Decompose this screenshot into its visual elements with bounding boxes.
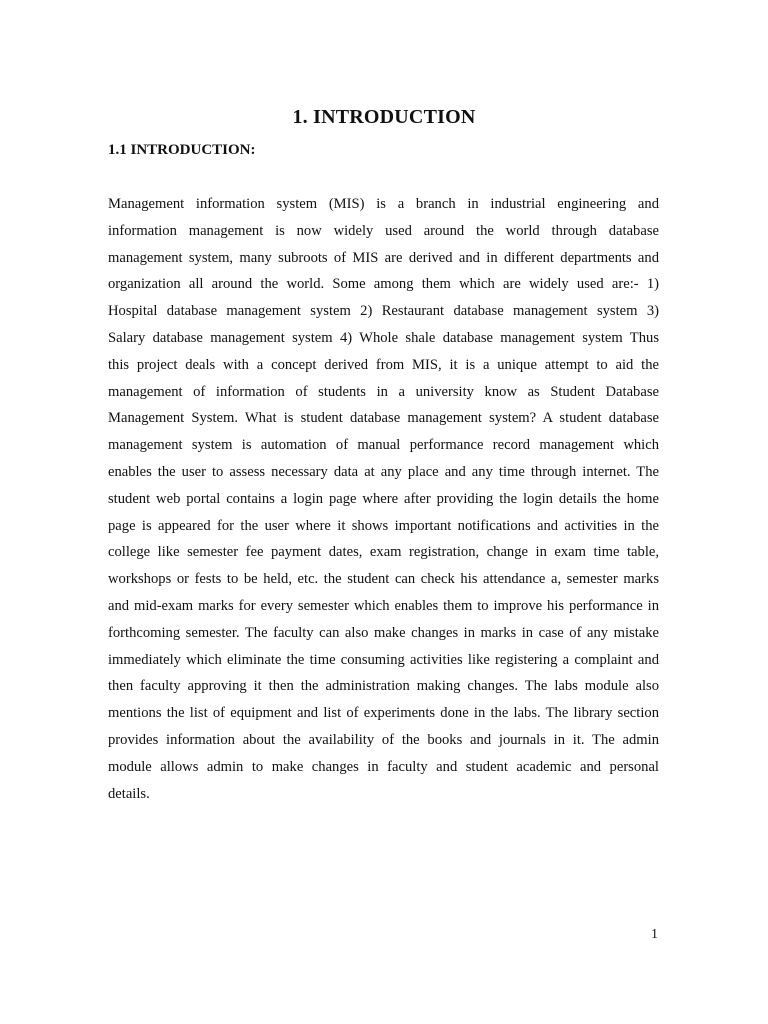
body-line: provides information about the availability of the books and journals in it. The admin [108,731,659,748]
body-line: mentions the list of equipment and list of experiments done in the labs. The library section [108,705,659,722]
body-line: immediately which eliminate the time consuming activities like registering a complaint and [108,651,659,668]
body-line: forthcoming semester. The faculty can also make changes in marks in case of any mistake [108,624,659,641]
body-line: college like semester fee payment dates, exam registration, change in exam time table, [108,544,659,561]
body-line: Hospital database management system 2) Restaurant database management system 3) [108,303,659,320]
body-line: Management System. What is student database management system? A student database [108,410,659,427]
page-number: 1 [651,927,658,942]
body-line: this project deals with a concept derived from MIS, it is a unique attempt to aid the [108,356,659,373]
body-line: information management is now widely used around the world through database [108,222,659,239]
body-line: Management information system (MIS) is a branch in industrial engineering and [108,196,659,212]
body-line: organization all around the world. Some among them which are widely used are:- 1) [108,276,659,293]
body-line: management of information of students in a university know as Student Database [108,383,659,400]
body-line: enables the user to assess necessary data at any place and any time through internet. The [108,463,659,480]
body-line: page is appeared for the user where it shows important notifications and activities in the [108,517,659,534]
body-line: management system, many subroots of MIS are derived and in different departments and [108,249,659,266]
chapter-title: 1. INTRODUCTION [292,106,476,128]
body-line: Salary database management system 4) Whole shale database management system Thus [108,329,659,346]
body-line: management system is automation of manual performance record management which [108,437,659,454]
body-line: workshops or fests to be held, etc. the student can check his attendance a, semester marks [108,571,659,588]
body-line-last: details. [108,785,150,802]
body-paragraph [108,191,659,807]
body-line: then faculty approving it then the administration making changes. The labs module also [108,678,659,695]
body-line: student web portal contains a login page where after providing the login details the home [108,490,659,507]
section-heading: 1.1 INTRODUCTION: [108,142,256,158]
body-line: module allows admin to make changes in faculty and student academic and personal [108,758,659,775]
body-line: and mid-exam marks for every semester which enables them to improve his performance in [108,597,659,614]
